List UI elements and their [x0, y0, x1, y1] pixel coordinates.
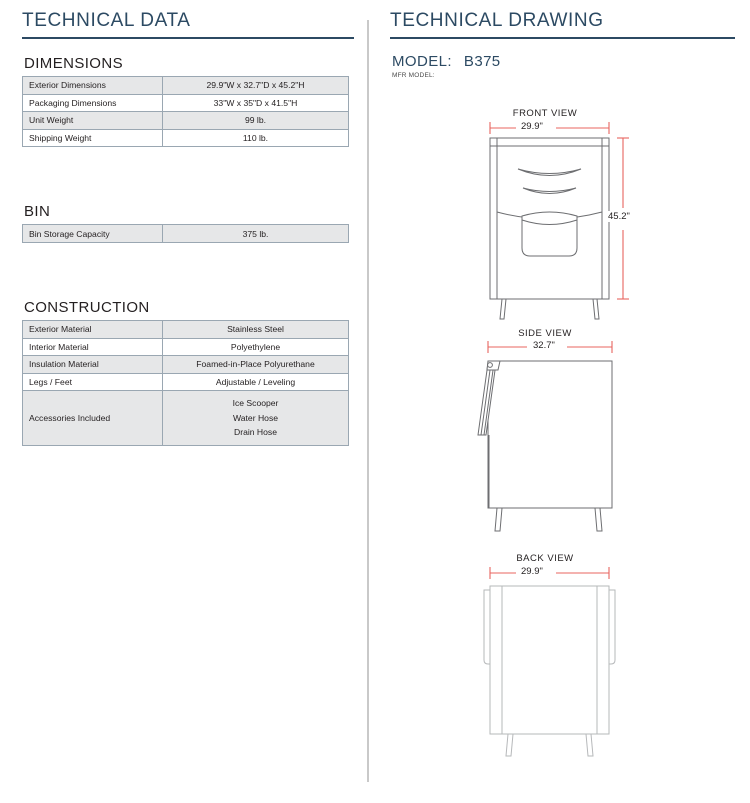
side-view-drawing — [390, 325, 735, 545]
side-view-width-dim: 32.7" — [530, 340, 558, 351]
row-label: Shipping Weight — [23, 129, 163, 147]
panel-divider — [367, 20, 369, 782]
front-view-drawing — [390, 108, 735, 323]
row-label: Exterior Dimensions — [23, 77, 163, 95]
accessory-item: Ice Scooper — [232, 398, 279, 409]
accessory-item: Drain Hose — [234, 427, 277, 438]
row-value: 29.9"W x 32.7"D x 45.2"H — [163, 77, 349, 95]
row-label: Exterior Material — [23, 320, 163, 338]
table-row — [23, 77, 349, 95]
row-label: Insulation Material — [23, 356, 163, 374]
front-view-label: FRONT VIEW — [512, 108, 578, 119]
row-value: Adjustable / Leveling — [163, 373, 349, 391]
technical-drawing-title: TECHNICAL DRAWING — [390, 10, 604, 31]
row-value: 110 lb. — [163, 129, 349, 147]
table-row — [23, 129, 349, 147]
row-label: Unit Weight — [23, 112, 163, 130]
model-line — [392, 53, 735, 70]
technical-data-title: TECHNICAL DATA — [22, 10, 191, 31]
row-label: Packaging Dimensions — [23, 94, 163, 112]
row-label: Accessories Included — [23, 391, 163, 446]
back-view-block — [390, 548, 735, 768]
front-view-width-dim: 29.9" — [518, 121, 546, 132]
back-view-drawing — [390, 548, 735, 768]
row-label: Bin Storage Capacity — [23, 225, 163, 243]
side-view-label: SIDE VIEW — [518, 328, 572, 339]
table-row — [23, 356, 349, 374]
table-row — [23, 94, 349, 112]
model-value: B375 — [463, 53, 501, 70]
back-view-label: BACK VIEW — [516, 553, 574, 564]
row-value: 375 lb. — [163, 225, 349, 243]
construction-table — [22, 320, 349, 446]
bin-table — [22, 224, 349, 243]
row-value-list — [163, 391, 349, 446]
side-view-block — [390, 325, 735, 545]
back-view-width-dim: 29.9" — [518, 566, 546, 577]
row-label: Interior Material — [23, 338, 163, 356]
dimensions-heading: DIMENSIONS — [24, 55, 124, 72]
row-value: Stainless Steel — [163, 320, 349, 338]
table-row-accessories — [23, 391, 349, 446]
accessory-item: Water Hose — [232, 412, 279, 423]
row-value: Foamed-in-Place Polyurethane — [163, 356, 349, 374]
mfr-model-label: MFR MODEL: — [392, 72, 435, 79]
front-view-height-dim: 45.2" — [605, 211, 633, 222]
front-view-block — [390, 108, 735, 323]
table-row — [23, 320, 349, 338]
table-row — [23, 112, 349, 130]
bin-heading: BIN — [24, 203, 51, 221]
row-label: Legs / Feet — [23, 373, 163, 391]
table-row — [23, 373, 349, 391]
dimensions-table — [22, 76, 349, 147]
technical-drawing-panel — [390, 0, 735, 803]
technical-data-panel — [22, 0, 354, 803]
model-label: MODEL: — [392, 53, 452, 70]
table-row — [23, 338, 349, 356]
technical-drawing-rule — [390, 37, 735, 39]
construction-heading: CONSTRUCTION — [24, 298, 150, 316]
table-row — [23, 225, 349, 243]
row-value: Polyethylene — [163, 338, 349, 356]
row-value: 99 lb. — [163, 112, 349, 130]
row-value: 33"W x 35"D x 41.5"H — [163, 94, 349, 112]
